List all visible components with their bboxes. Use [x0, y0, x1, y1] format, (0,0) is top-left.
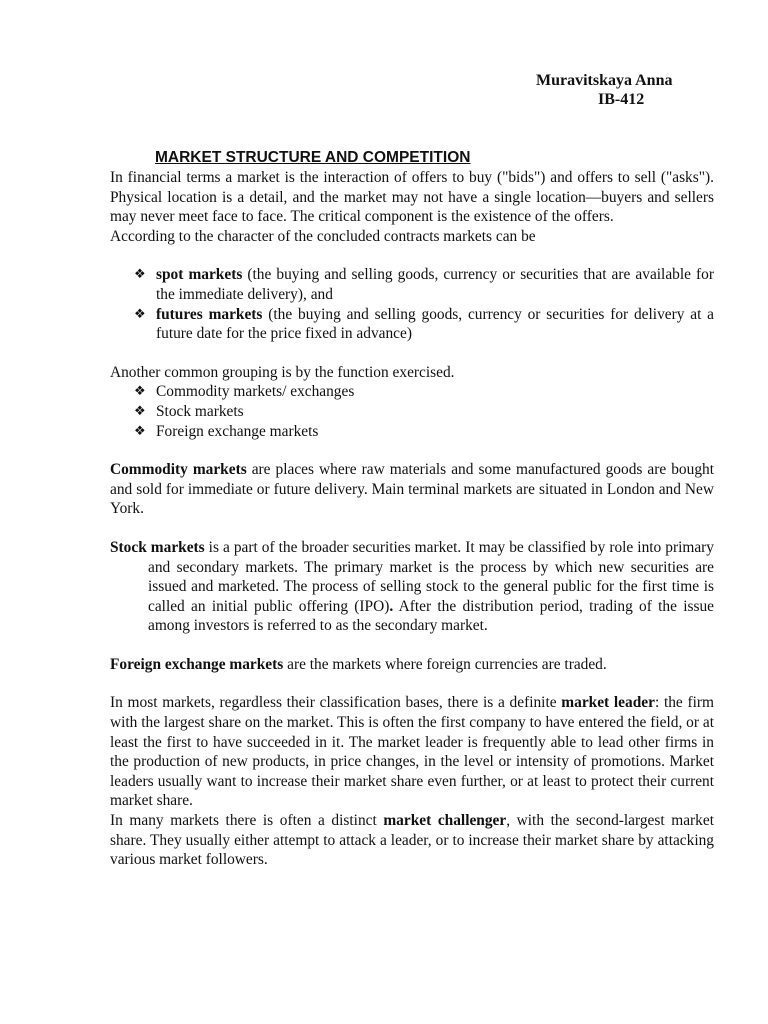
document-title: MARKET STRUCTURE AND COMPETITION: [155, 149, 471, 166]
commodity-text: are places where raw materials and some manufactured goods are bought and sold for immediate or future delivery. Main terminal markets are situated in London and New York.: [110, 461, 714, 518]
author-name: Muravitskaya Anna: [536, 72, 673, 89]
challenger-text-b: , with the second-largest market share. They usually either attempt to attack a leader, or to increase their market share by attacking various market followers.: [110, 812, 714, 869]
list-item-spot: [110, 265, 714, 304]
challenger-text-a: In many markets there is often a distinct: [110, 812, 384, 830]
diamond-bullet-icon: ❖: [134, 423, 146, 439]
challenger-paragraph: [110, 811, 714, 870]
list-item-futures: [110, 305, 714, 344]
term-spot-markets: spot markets: [156, 266, 243, 284]
contract-types-list: [110, 265, 714, 343]
list-item: [110, 402, 714, 422]
stock-period: .: [389, 597, 394, 615]
commodity-paragraph: [110, 460, 714, 519]
group-code: IB-412: [598, 91, 645, 108]
leader-text-a: In most markets, regardless their classification bases, there is a definite: [110, 694, 562, 712]
grouping-list: [110, 382, 714, 441]
contracts-lead: According to the character of the concluded contracts markets can be: [110, 227, 536, 245]
stock-text-a: is a part of the broader securities market. It may be classified by role into primary and secondary markets. The primary market is the process by which new securities are issued and marketed. The process of selling stock to the general public for the first time is called an initial public offering (IPO): [148, 538, 714, 615]
grouping-item-label: Stock markets: [156, 402, 244, 420]
forex-text: are the markets where foreign currencies are traded.: [283, 655, 607, 673]
term-commodity-markets: Commodity markets: [110, 461, 247, 479]
grouping-item-label: Foreign exchange markets: [156, 422, 319, 440]
term-stock-markets: Stock markets: [110, 538, 205, 556]
list-item: [110, 422, 714, 442]
term-foreign-exchange-markets: Foreign exchange markets: [110, 655, 284, 673]
diamond-bullet-icon: ❖: [134, 306, 146, 322]
grouping-item-label: Commodity markets/ exchanges: [156, 383, 355, 401]
stock-text-b: After the distribution period, trading of the issue among investors is referred to as the secondary market.: [148, 597, 714, 635]
forex-paragraph: [110, 655, 714, 675]
spot-markets-text: (the buying and selling goods, currency or securities that are available for the immediate delivery), and: [156, 266, 714, 303]
diamond-bullet-icon: ❖: [134, 384, 146, 400]
diamond-bullet-icon: ❖: [134, 267, 146, 283]
list-item: [110, 382, 714, 402]
futures-markets-text: (the buying and selling goods, currency or securities for delivery at a future date for the price fixed in advance): [156, 305, 715, 343]
document-body: [110, 148, 714, 870]
term-futures-markets: futures markets: [156, 305, 263, 323]
intro-paragraph: In financial terms a market is the interaction of offers to buy ("bids") and offers to sell ("asks"). Physical location is a detail, and the market may not have a single location—buyers and sellers may never meet face to face. The critical component is the existence of the offers.: [110, 169, 714, 226]
grouping-lead: Another common grouping is by the function exercised.: [110, 363, 455, 381]
leader-text-b: : the firm with the largest share on the market. This is often the first company to have entered the field, or at least the first to have succeeded in it. The market leader is frequently able to lead other firms in the production of new products, in price changes, in the level or intensity of promotions. Market leaders usually want to increase their market share even further, or at least to protect their current market share.: [110, 694, 714, 810]
diamond-bullet-icon: ❖: [134, 403, 146, 419]
term-market-leader: market leader: [561, 694, 655, 712]
leader-paragraph: [110, 693, 714, 811]
stock-paragraph: [110, 538, 714, 636]
term-market-challenger: market challenger: [383, 812, 507, 830]
